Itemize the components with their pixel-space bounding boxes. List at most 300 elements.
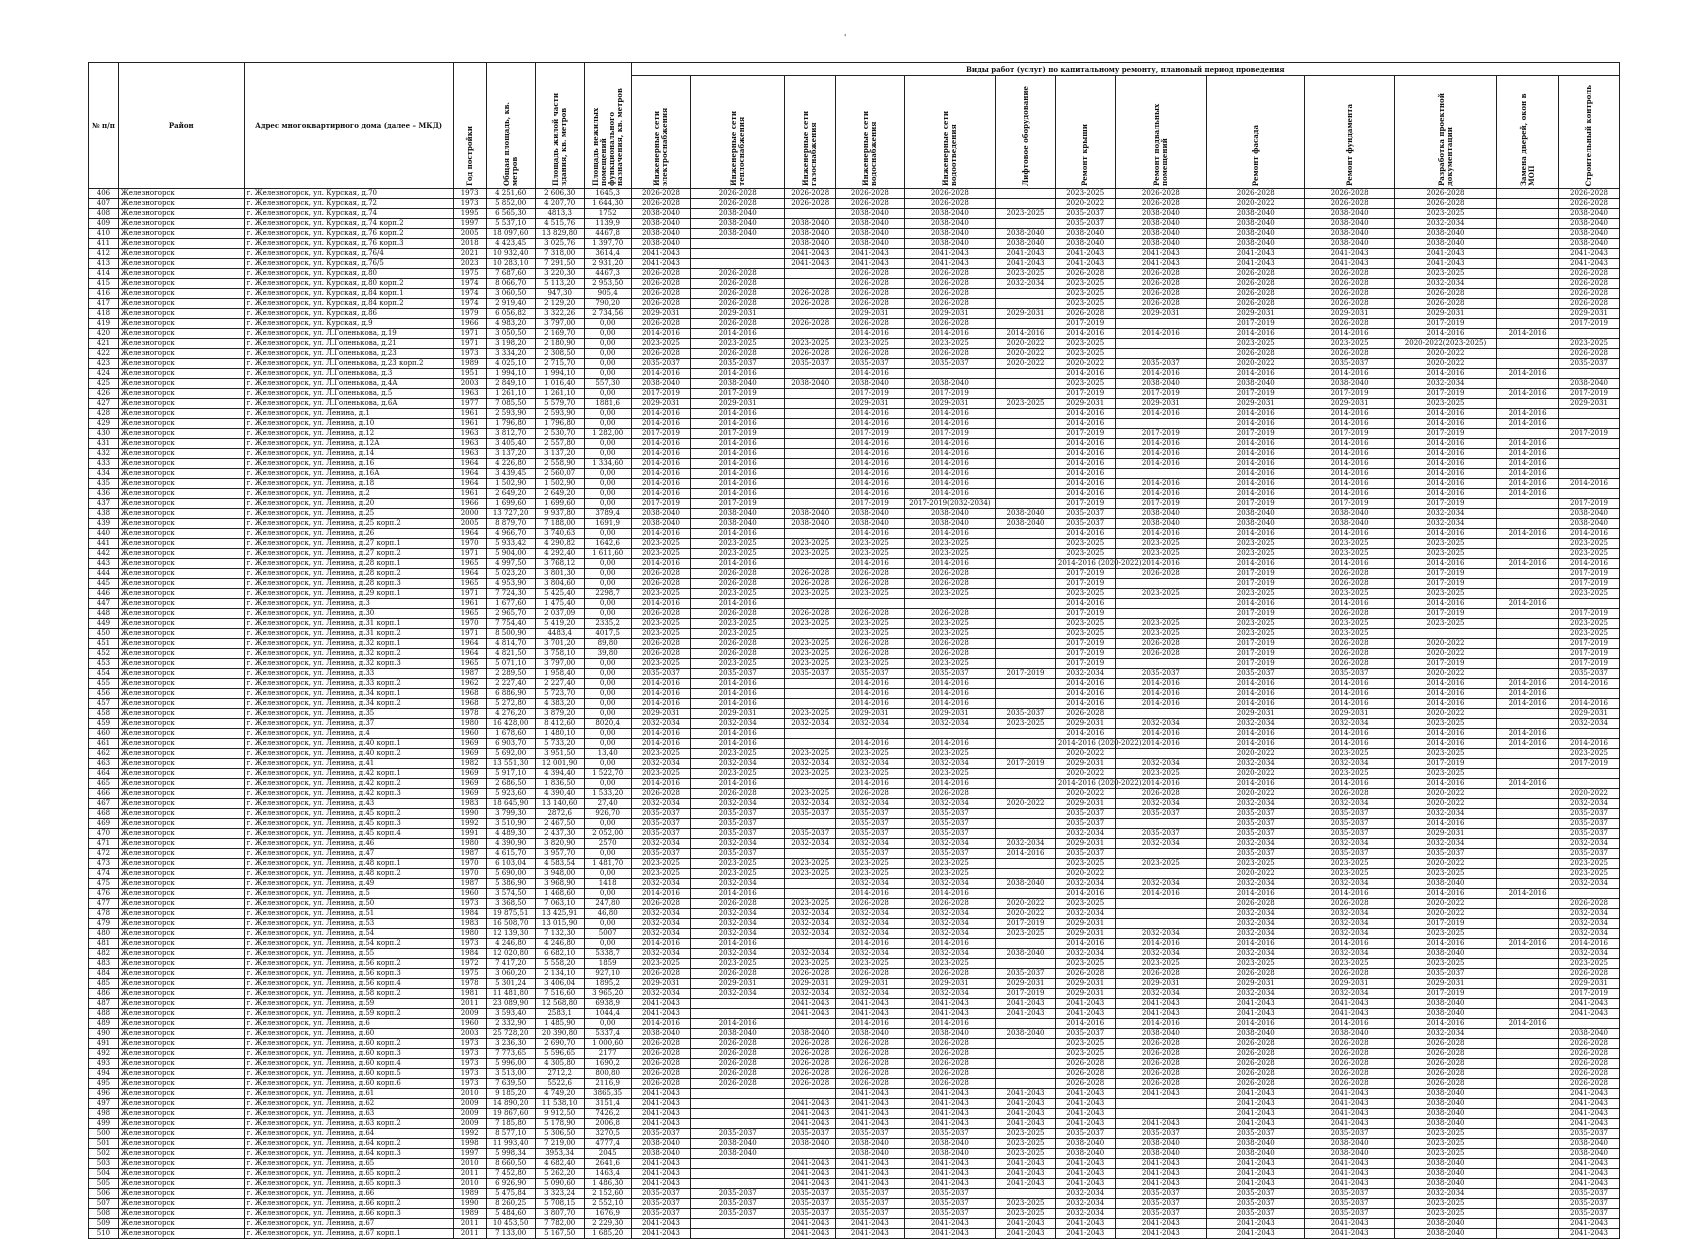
basement-period-cell: 2026-2028 — [1115, 299, 1207, 309]
control-period-cell: 2026-2028 — [1559, 899, 1620, 909]
water-period-cell: 2035-2037 — [836, 669, 904, 679]
facade-period-cell: 2041-2043 — [1207, 999, 1305, 1009]
design-period-cell — [1394, 629, 1496, 639]
control-period-cell: 2023-2025 — [1559, 549, 1620, 559]
foundation-period-cell: 2026-2028 — [1305, 1059, 1395, 1069]
roof-period-cell: 2014-2016 — [1055, 1019, 1115, 1029]
roof-period-cell: 2014-2016 — [1055, 419, 1115, 429]
sewer-period-cell: 2038-2040 — [904, 1029, 996, 1039]
address-cell: г. Железногорск, ул. Ленина, д.34 корп.2 — [244, 699, 453, 709]
electric-period-cell: 2029-2031 — [631, 979, 691, 989]
nonres-area-cell: 0,00 — [584, 679, 631, 689]
design-period-cell: 2020-2022 — [1394, 349, 1496, 359]
facade-period-cell: 2026-2028 — [1207, 1069, 1305, 1079]
water-period-cell: 2032-2034 — [836, 949, 904, 959]
row-num-cell: 421 — [89, 339, 119, 349]
doors-period-cell — [1497, 879, 1559, 889]
heat-period-cell: 2038-2040 — [691, 209, 785, 219]
gas-period-cell — [785, 879, 836, 889]
gas-period-cell: 2038-2040 — [785, 1139, 836, 1149]
basement-period-cell: 2023-2025 — [1115, 549, 1207, 559]
gas-period-cell: 2023-2025 — [785, 899, 836, 909]
district-cell: Железногорск — [118, 299, 244, 309]
design-period-cell: 2014-2016 — [1394, 729, 1496, 739]
row-num-cell: 480 — [89, 929, 119, 939]
address-cell: г. Железногорск, ул. Ленина, д.37 — [244, 719, 453, 729]
living-area-cell: 5 090,60 — [535, 1179, 584, 1189]
district-cell: Железногорск — [118, 839, 244, 849]
build-year-cell: 1971 — [453, 339, 486, 349]
row-num-cell: 443 — [89, 559, 119, 569]
basement-period-cell: 2041-2043 — [1115, 259, 1207, 269]
total-area-cell: 5 023,20 — [486, 569, 535, 579]
design-period-cell: 2017-2019 — [1394, 569, 1496, 579]
water-period-cell: 2014-2016 — [836, 469, 904, 479]
nonres-area-cell: 1418 — [584, 879, 631, 889]
water-period-cell: 2038-2040 — [836, 379, 904, 389]
total-area-cell: 4 814,70 — [486, 639, 535, 649]
district-cell: Железногорск — [118, 249, 244, 259]
header-num: № п/п — [89, 63, 119, 189]
total-area-cell: 8 660,50 — [486, 1159, 535, 1169]
lift-period-cell: 2020-2022 — [996, 899, 1056, 909]
district-cell: Железногорск — [118, 599, 244, 609]
heat-period-cell: 2014-2016 — [691, 779, 785, 789]
facade-period-cell: 2020-2022 — [1207, 869, 1305, 879]
basement-period-cell: 2026-2028 — [1115, 189, 1207, 199]
water-period-cell: 2014-2016 — [836, 689, 904, 699]
foundation-period-cell: 2026-2028 — [1305, 279, 1395, 289]
living-area-cell: 5 178,90 — [535, 1119, 584, 1129]
build-year-cell: 1973 — [453, 189, 486, 199]
address-cell: г. Железногорск, ул. Ленина, д.34 корп.1 — [244, 689, 453, 699]
address-cell: г. Железногорск, ул. Курская, д.74 — [244, 209, 453, 219]
electric-period-cell: 2014-2016 — [631, 779, 691, 789]
district-cell: Железногорск — [118, 1179, 244, 1189]
row-num-cell: 500 — [89, 1129, 119, 1139]
foundation-period-cell: 2035-2037 — [1305, 829, 1395, 839]
roof-period-cell: 2038-2040 — [1055, 1149, 1115, 1159]
water-period-cell: 2014-2016 — [836, 779, 904, 789]
address-cell: г. Железногорск, ул. Л.Голенькова, д.3 — [244, 369, 453, 379]
gas-period-cell: 2026-2028 — [785, 1049, 836, 1059]
address-cell: г. Железногорск, ул. Л.Голенькова, д.21 — [244, 339, 453, 349]
sewer-period-cell: 2014-2016 — [904, 459, 996, 469]
design-period-cell: 2017-2019 — [1394, 389, 1496, 399]
address-cell: г. Железногорск, ул. Ленина, д.54 корп.2 — [244, 939, 453, 949]
lift-period-cell — [996, 559, 1056, 569]
foundation-period-cell: 2041-2043 — [1305, 999, 1395, 1009]
electric-period-cell: 2026-2028 — [631, 649, 691, 659]
nonres-area-cell: 4467,8 — [584, 229, 631, 239]
living-area-cell: 947,30 — [535, 289, 584, 299]
water-period-cell: 2026-2028 — [836, 189, 904, 199]
doors-period-cell — [1497, 359, 1559, 369]
facade-period-cell: 2029-2031 — [1207, 399, 1305, 409]
doors-period-cell: 2014-2016 — [1497, 779, 1559, 789]
control-period-cell: 2041-2043 — [1559, 259, 1620, 269]
sewer-period-cell: 2014-2016 — [904, 679, 996, 689]
lift-period-cell — [996, 419, 1056, 429]
table-row — [89, 659, 1620, 669]
district-cell: Железногорск — [118, 869, 244, 879]
doors-period-cell — [1497, 309, 1559, 319]
facade-period-cell: 2014-2016 — [1207, 529, 1305, 539]
control-period-cell: 2017-2019 — [1559, 659, 1620, 669]
basement-period-cell: 2038-2040 — [1115, 509, 1207, 519]
foundation-period-cell: 2035-2037 — [1305, 669, 1395, 679]
district-cell: Железногорск — [118, 189, 244, 199]
nonres-area-cell: 0,00 — [584, 919, 631, 929]
facade-period-cell: 2035-2037 — [1207, 829, 1305, 839]
electric-period-cell: 2026-2028 — [631, 969, 691, 979]
basement-period-cell: 2014-2016 — [1115, 739, 1207, 749]
foundation-period-cell: 2026-2028 — [1305, 659, 1395, 669]
lift-period-cell: 2041-2043 — [996, 1179, 1056, 1189]
water-period-cell — [836, 729, 904, 739]
basement-period-cell: 2026-2028 — [1115, 569, 1207, 579]
heat-period-cell — [691, 1169, 785, 1179]
control-period-cell: 2026-2028 — [1559, 299, 1620, 309]
address-cell: г. Железногорск, ул. Ленина, д.27 корп.1 — [244, 539, 453, 549]
heat-period-cell: 2023-2025 — [691, 589, 785, 599]
heat-period-cell: 2014-2016 — [691, 729, 785, 739]
living-area-cell: 20 390,80 — [535, 1029, 584, 1039]
row-num-cell: 479 — [89, 919, 119, 929]
control-period-cell: 2035-2037 — [1559, 849, 1620, 859]
nonres-area-cell: 0,00 — [584, 569, 631, 579]
sewer-period-cell: 2038-2040 — [904, 379, 996, 389]
roof-period-cell: 2026-2028 — [1055, 1059, 1115, 1069]
control-period-cell: 2026-2028 — [1559, 1049, 1620, 1059]
district-cell: Железногорск — [118, 919, 244, 929]
control-period-cell: 2038-2040 — [1559, 219, 1620, 229]
water-period-cell: 2035-2037 — [836, 809, 904, 819]
electric-period-cell: 2026-2028 — [631, 609, 691, 619]
living-area-cell: 4 246,80 — [535, 939, 584, 949]
heat-period-cell: 2026-2028 — [691, 969, 785, 979]
gas-period-cell: 2023-2025 — [785, 539, 836, 549]
foundation-period-cell: 2026-2028 — [1305, 649, 1395, 659]
electric-period-cell: 2026-2028 — [631, 1069, 691, 1079]
sewer-period-cell: 2041-2043 — [904, 1089, 996, 1099]
electric-period-cell: 2041-2043 — [631, 1219, 691, 1229]
facade-period-cell: 2020-2022 — [1207, 789, 1305, 799]
build-year-cell: 1980 — [453, 839, 486, 849]
row-num-cell: 481 — [89, 939, 119, 949]
district-cell: Железногорск — [118, 609, 244, 619]
control-period-cell: 2026-2028 — [1559, 269, 1620, 279]
electric-period-cell: 2035-2037 — [631, 809, 691, 819]
living-area-cell: 2 530,70 — [535, 429, 584, 439]
control-period-cell: 2041-2043 — [1559, 1109, 1620, 1119]
district-cell: Железногорск — [118, 499, 244, 509]
roof-period-cell: 2041-2043 — [1055, 1219, 1115, 1229]
basement-period-cell: 2014-2016 — [1115, 699, 1207, 709]
foundation-period-cell: 2014-2016 — [1305, 529, 1395, 539]
row-num-cell: 441 — [89, 539, 119, 549]
sewer-period-cell: 2032-2034 — [904, 919, 996, 929]
total-area-cell: 4 246,80 — [486, 939, 535, 949]
foundation-period-cell: 2041-2043 — [1305, 1009, 1395, 1019]
address-cell: г. Железногорск, ул. Курская, д.76 корп.3 — [244, 239, 453, 249]
gas-period-cell — [785, 469, 836, 479]
basement-period-cell: 2026-2028 — [1115, 1079, 1207, 1089]
row-num-cell: 478 — [89, 909, 119, 919]
roof-period-cell: 2026-2028 — [1055, 709, 1115, 719]
doors-period-cell — [1497, 749, 1559, 759]
gas-period-cell — [785, 699, 836, 709]
gas-period-cell — [785, 629, 836, 639]
control-period-cell: 2038-2040 — [1559, 379, 1620, 389]
facade-period-cell: 2026-2028 — [1207, 1059, 1305, 1069]
build-year-cell: 1966 — [453, 319, 486, 329]
control-period-cell: 2029-2031 — [1559, 309, 1620, 319]
district-cell: Железногорск — [118, 269, 244, 279]
water-period-cell: 2014-2016 — [836, 889, 904, 899]
basement-period-cell: 2014-2016 — [1115, 889, 1207, 899]
basement-period-cell — [1115, 319, 1207, 329]
control-period-cell: 2038-2040 — [1559, 209, 1620, 219]
nonres-area-cell: 2335,2 — [584, 619, 631, 629]
control-period-cell: 2041-2043 — [1559, 1119, 1620, 1129]
total-area-cell: 1 261,10 — [486, 389, 535, 399]
table-row — [89, 959, 1620, 969]
roof-period-cell: 2020-2022 — [1055, 749, 1115, 759]
facade-period-cell: 2026-2028 — [1207, 1079, 1305, 1089]
roof-period-cell: 2032-2034 — [1055, 949, 1115, 959]
design-period-cell: 2026-2028 — [1394, 189, 1496, 199]
water-period-cell: 2026-2028 — [836, 649, 904, 659]
living-area-cell: 3 797,00 — [535, 659, 584, 669]
design-period-cell: 2038-2040 — [1394, 879, 1496, 889]
address-cell: г. Железногорск, ул. Ленина, д.60 корп.3 — [244, 1049, 453, 1059]
nonres-area-cell: 3270,5 — [584, 1129, 631, 1139]
control-period-cell: 2017-2019 — [1559, 579, 1620, 589]
table-row — [89, 1109, 1620, 1119]
gas-period-cell: 2023-2025 — [785, 959, 836, 969]
facade-period-cell: 2035-2037 — [1207, 849, 1305, 859]
district-cell: Железногорск — [118, 1049, 244, 1059]
gas-period-cell: 2038-2040 — [785, 509, 836, 519]
nonres-area-cell: 0,00 — [584, 609, 631, 619]
district-cell: Железногорск — [118, 1119, 244, 1129]
gas-period-cell: 2038-2040 — [785, 239, 836, 249]
basement-period-cell: 2041-2043 — [1115, 1159, 1207, 1169]
electric-period-cell: 2038-2040 — [631, 1139, 691, 1149]
table-row — [89, 209, 1620, 219]
facade-period-cell: 2041-2043 — [1207, 1009, 1305, 1019]
sewer-period-cell: 2014-2016 — [904, 329, 996, 339]
lift-period-cell — [996, 219, 1056, 229]
water-period-cell: 2026-2028 — [836, 609, 904, 619]
address-cell: г. Железногорск, ул. Ленина, д.1 — [244, 409, 453, 419]
nonres-area-cell: 0,00 — [584, 889, 631, 899]
electric-period-cell: 2017-2019 — [631, 499, 691, 509]
basement-period-cell: 2014-2016 — [1115, 679, 1207, 689]
roof-period-cell: 2035-2037 — [1055, 1129, 1115, 1139]
electric-period-cell: 2035-2037 — [631, 359, 691, 369]
doors-period-cell — [1497, 899, 1559, 909]
sewer-period-cell: 2026-2028 — [904, 189, 996, 199]
total-area-cell: 16 428,00 — [486, 719, 535, 729]
heat-period-cell: 2029-2031 — [691, 709, 785, 719]
row-num-cell: 418 — [89, 309, 119, 319]
gas-period-cell — [785, 599, 836, 609]
foundation-period-cell: 2038-2040 — [1305, 229, 1395, 239]
roof-period-cell: 2014-2016 — [1055, 699, 1115, 709]
address-cell: г. Железногорск, ул. Ленина, д.10 — [244, 419, 453, 429]
build-year-cell: 1971 — [453, 589, 486, 599]
foundation-period-cell: 2038-2040 — [1305, 1149, 1395, 1159]
foundation-period-cell: 2017-2019 — [1305, 429, 1395, 439]
living-area-cell: 1 958,40 — [535, 669, 584, 679]
roof-period-cell: 2023-2025 — [1055, 899, 1115, 909]
header-roof: Ремонт крыши — [1055, 76, 1115, 189]
roof-period-cell: 2017-2019 — [1055, 609, 1115, 619]
doors-period-cell — [1497, 1079, 1559, 1089]
nonres-area-cell: 0,00 — [584, 469, 631, 479]
foundation-period-cell: 2026-2028 — [1305, 639, 1395, 649]
district-cell: Железногорск — [118, 799, 244, 809]
doors-period-cell — [1497, 1089, 1559, 1099]
facade-period-cell: 2017-2019 — [1207, 639, 1305, 649]
table-row — [89, 859, 1620, 869]
facade-period-cell: 2026-2028 — [1207, 1049, 1305, 1059]
basement-period-cell: 2038-2040 — [1115, 1139, 1207, 1149]
living-area-cell: 2 180,90 — [535, 339, 584, 349]
total-area-cell: 7 754,40 — [486, 619, 535, 629]
total-area-cell: 7 417,20 — [486, 959, 535, 969]
lift-period-cell: 2029-2031 — [996, 309, 1056, 319]
address-cell: г. Железногорск, ул. Курская, д.76 корп.2 — [244, 229, 453, 239]
build-year-cell: 1970 — [453, 869, 486, 879]
heat-period-cell: 2026-2028 — [691, 189, 785, 199]
water-period-cell: 2032-2034 — [836, 719, 904, 729]
row-num-cell: 467 — [89, 799, 119, 809]
roof-period-cell: 2017-2019 — [1055, 639, 1115, 649]
heat-period-cell: 2014-2016 — [691, 449, 785, 459]
water-period-cell: 2014-2016 — [836, 329, 904, 339]
build-year-cell: 1974 — [453, 299, 486, 309]
table-row — [89, 829, 1620, 839]
basement-period-cell: 2023-2025 — [1115, 859, 1207, 869]
sewer-period-cell: 2026-2028 — [904, 199, 996, 209]
total-area-cell: 5 071,10 — [486, 659, 535, 669]
foundation-period-cell: 2026-2028 — [1305, 1049, 1395, 1059]
living-area-cell: 4 749,20 — [535, 1089, 584, 1099]
table-row — [89, 239, 1620, 249]
heat-period-cell: 2026-2028 — [691, 349, 785, 359]
address-cell: г. Железногорск, ул. Ленина, д.55 — [244, 949, 453, 959]
lift-period-cell: 2041-2043 — [996, 259, 1056, 269]
build-year-cell: 1963 — [453, 449, 486, 459]
electric-period-cell: 2032-2034 — [631, 799, 691, 809]
electric-period-cell: 2041-2043 — [631, 999, 691, 1009]
roof-period-cell: 2041-2043 — [1055, 1099, 1115, 1109]
basement-period-cell: 2038-2040 — [1115, 1149, 1207, 1159]
address-cell: г. Железногорск, ул. Ленина, д.65 — [244, 1159, 453, 1169]
row-num-cell: 431 — [89, 439, 119, 449]
water-period-cell: 2026-2028 — [836, 289, 904, 299]
heat-period-cell: 2035-2037 — [691, 1129, 785, 1139]
total-area-cell: 5 917,10 — [486, 769, 535, 779]
lift-period-cell: 2041-2043 — [996, 249, 1056, 259]
doors-period-cell: 2014-2016 — [1497, 689, 1559, 699]
row-num-cell: 437 — [89, 499, 119, 509]
design-period-cell: 2014-2016 — [1394, 329, 1496, 339]
sewer-period-cell: 2035-2037 — [904, 359, 996, 369]
basement-period-cell: 2038-2040 — [1115, 379, 1207, 389]
basement-period-cell: 2014-2016 — [1115, 449, 1207, 459]
doors-period-cell: 2014-2016 — [1497, 389, 1559, 399]
roof-period-cell: 2041-2043 — [1055, 1009, 1115, 1019]
roof-period-cell: 2038-2040 — [1055, 239, 1115, 249]
foundation-period-cell: 2026-2028 — [1305, 319, 1395, 329]
total-area-cell: 6 926,90 — [486, 1179, 535, 1189]
living-area-cell: 5 558,20 — [535, 959, 584, 969]
facade-period-cell: 2032-2034 — [1207, 949, 1305, 959]
address-cell: г. Железногорск, ул. Ленина, д.12 — [244, 429, 453, 439]
address-cell: г. Железногорск, ул. Л.Голенькова, д.23 корп.2 — [244, 359, 453, 369]
doors-period-cell — [1497, 1189, 1559, 1199]
foundation-period-cell: 2026-2028 — [1305, 199, 1395, 209]
living-area-cell: 2 715,70 — [535, 359, 584, 369]
foundation-period-cell: 2014-2016 — [1305, 1019, 1395, 1029]
basement-period-cell: 2038-2040 — [1115, 519, 1207, 529]
total-area-cell: 3 510,90 — [486, 819, 535, 829]
nonres-area-cell: 0,00 — [584, 869, 631, 879]
basement-period-cell: 2026-2028 — [1115, 1069, 1207, 1079]
living-area-cell: 4 394,40 — [535, 769, 584, 779]
design-period-cell: 2014-2016 — [1394, 889, 1496, 899]
electric-period-cell: 2014-2016 — [631, 739, 691, 749]
build-year-cell: 2021 — [453, 249, 486, 259]
doors-period-cell: 2014-2016 — [1497, 679, 1559, 689]
row-num-cell: 466 — [89, 789, 119, 799]
gas-period-cell — [785, 729, 836, 739]
design-period-cell: 2020-2022 — [1394, 859, 1496, 869]
facade-period-cell: 2023-2025 — [1207, 959, 1305, 969]
build-year-cell: 1968 — [453, 699, 486, 709]
living-area-cell: 12 001,90 — [535, 759, 584, 769]
address-cell: г. Железногорск, ул. Ленина, д.32 корп.2 — [244, 649, 453, 659]
table-row — [89, 579, 1620, 589]
sewer-period-cell: 2023-2025 — [904, 589, 996, 599]
facade-period-cell: 2023-2025 — [1207, 549, 1305, 559]
district-cell: Железногорск — [118, 1209, 244, 1219]
district-cell: Железногорск — [118, 679, 244, 689]
heat-period-cell: 2014-2016 — [691, 489, 785, 499]
foundation-period-cell: 2041-2043 — [1305, 1089, 1395, 1099]
doors-period-cell: 2014-2016 — [1497, 329, 1559, 339]
nonres-area-cell: 0,00 — [584, 729, 631, 739]
table-row — [89, 389, 1620, 399]
living-area-cell: 13 425,91 — [535, 909, 584, 919]
design-period-cell: 2014-2016 — [1394, 459, 1496, 469]
facade-period-cell: 2017-2019 — [1207, 429, 1305, 439]
foundation-period-cell: 2029-2031 — [1305, 979, 1395, 989]
gas-period-cell: 2032-2034 — [785, 759, 836, 769]
design-period-cell: 2029-2031 — [1394, 309, 1496, 319]
row-num-cell: 491 — [89, 1039, 119, 1049]
living-area-cell: 13 829,80 — [535, 229, 584, 239]
facade-period-cell: 2017-2019 — [1207, 499, 1305, 509]
electric-period-cell: 2026-2028 — [631, 279, 691, 289]
living-area-cell: 7 291,50 — [535, 259, 584, 269]
electric-period-cell: 2035-2037 — [631, 849, 691, 859]
lift-period-cell: 2041-2043 — [996, 1109, 1056, 1119]
